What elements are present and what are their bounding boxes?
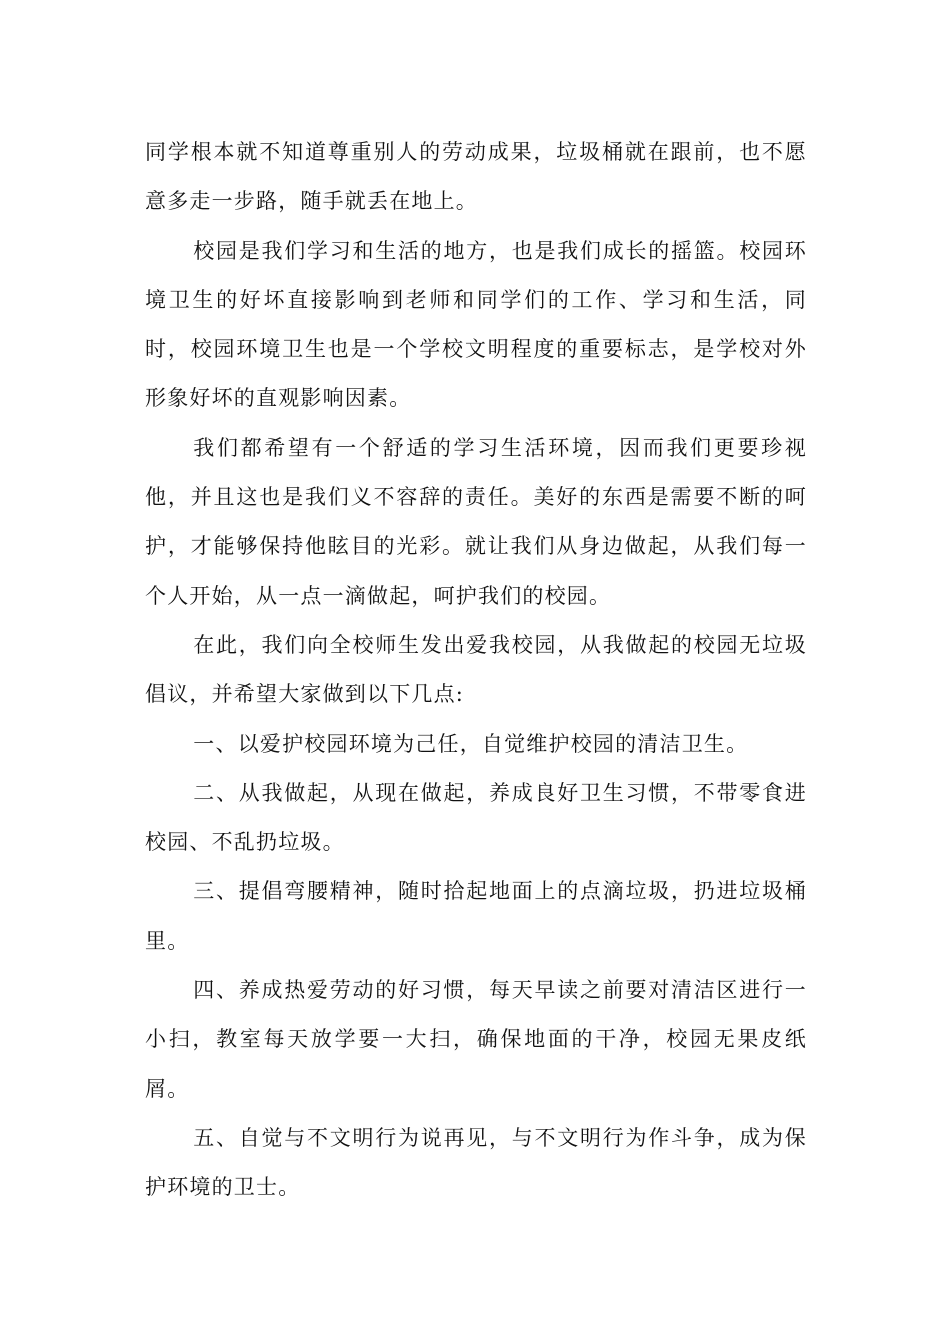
list-item-2: 二、从我做起，从现在做起，养成良好卫生习惯，不带零食进校园、不乱扔垃圾。	[145, 780, 807, 855]
paragraph-initiative-intro: 在此，我们向全校师生发出爱我校园，从我做起的校园无垃圾倡议，并希望大家做到以下几点:	[145, 632, 807, 707]
document-body	[145, 128, 807, 1213]
list-item-4: 四、养成热爱劳动的好习惯，每天早读之前要对清洁区进行一小扫，教室每天放学要一大扫，确保地面的干净，校园无果皮纸屑。	[145, 978, 807, 1101]
list-item-5: 五、自觉与不文明行为说再见，与不文明行为作斗争，成为保护环境的卫士。	[145, 1125, 807, 1200]
list-item-3: 三、提倡弯腰精神，随时拾起地面上的点滴垃圾，扔进垃圾桶里。	[145, 879, 807, 953]
paragraph-continuation: 同学根本就不知道尊重别人的劳动成果，垃圾桶就在跟前，也不愿意多走一步路，随手就丢在地上。	[145, 140, 807, 214]
paragraph-cherish-environment: 我们都希望有一个舒适的学习生活环境，因而我们更要珍视他，并且这也是我们义不容辞的责任。美好的东西是需要不断的呵护，才能够保持他眩目的光彩。就让我们从身边做起，从我们每一个人开始，从一点一滴做起，呵护我们的校园。	[145, 435, 807, 608]
paragraph-campus-importance: 校园是我们学习和生活的地方，也是我们成长的摇篮。校园环境卫生的好坏直接影响到老师和同学们的工作、学习和生活，同时，校园环境卫生也是一个学校文明程度的重要标志，是学校对外形象好坏的直观影响因素。	[145, 238, 807, 411]
list-item-1: 一、以爱护校园环境为己任，自觉维护校园的清洁卫生。	[193, 731, 749, 756]
